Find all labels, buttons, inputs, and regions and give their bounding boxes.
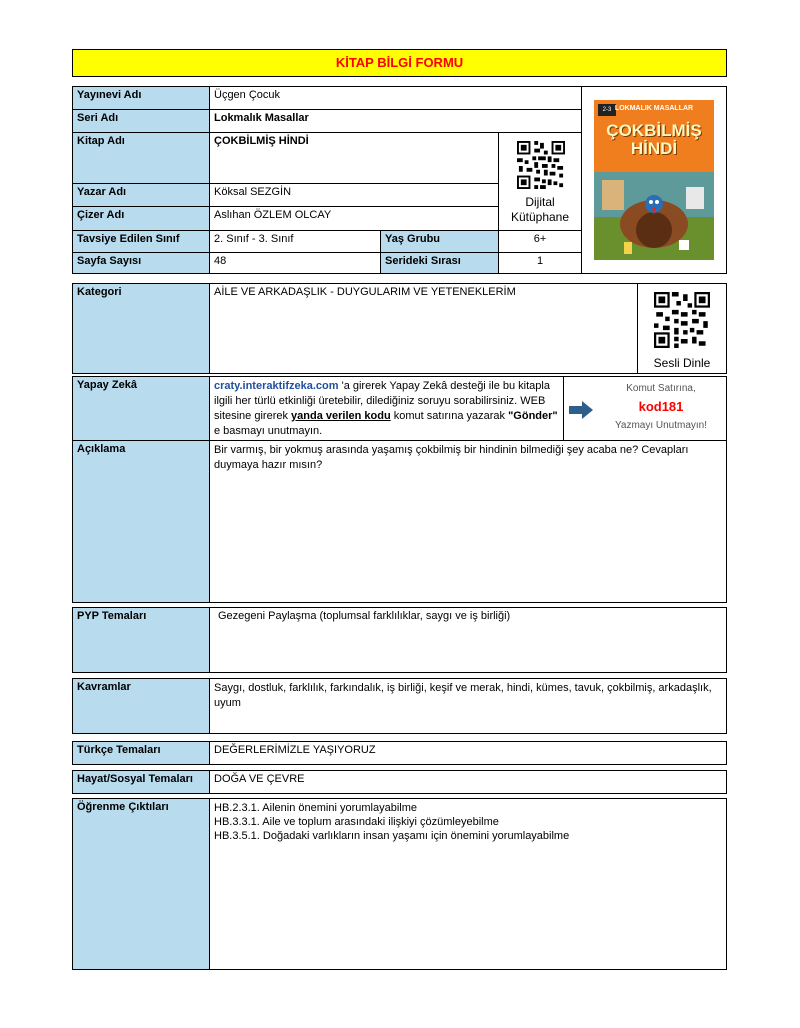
ai-text-3: e basmayı unutmayın. (214, 425, 323, 437)
digital-library-line1: Dijital (525, 195, 555, 209)
grade-label: Tavsiye Edilen Sınıf (72, 230, 210, 253)
ai-reminder: Yazmayı Unutmayın! (614, 420, 708, 431)
author-label: Yazar Adı (72, 183, 210, 207)
cover-title-line1: ÇOKBİLMİŞ (606, 121, 702, 140)
concepts-value: Saygı, dostluk, farklılık, farkındalık, iş birliği, keşif ve merak, hindi, kümes, tavuk, çokbilmiş, arkadaşlık, uyum (209, 678, 727, 734)
series-order-value: 1 (498, 252, 582, 274)
cover-age-badge: 2-3 (598, 104, 616, 116)
ai-text-2: komut satırına yazarak (390, 410, 509, 422)
category-value: AİLE VE ARKADAŞLIK - DUYGULARIM VE YETENEKLERİM (209, 283, 638, 374)
ai-underlined-text: yanda verilen kodu (291, 410, 391, 422)
outcome-item: HB.3.3.1. Aile ve toplum arasındaki ilişkiyi çözümleyebilme (214, 816, 499, 828)
outcomes-label: Öğrenme Çıktıları (72, 798, 210, 970)
form-title: KİTAP BİLGİ FORMU (72, 49, 727, 77)
life-themes-value: DOĞA VE ÇEVRE (209, 770, 727, 794)
category-label: Kategori (72, 283, 210, 374)
digital-library-line2: Kütüphane (510, 210, 570, 224)
age-label: Yaş Grubu (380, 230, 499, 253)
pages-value: 48 (209, 252, 381, 274)
grade-value: 2. Sınıf - 3. Sınıf (209, 230, 381, 253)
pyp-value: Gezegeni Paylaşma (toplumsal farklılıklar, saygı ve iş birliği) (209, 607, 727, 673)
turkish-themes-label: Türkçe Temaları (72, 741, 210, 765)
ai-send-text: "Gönder" (508, 410, 558, 422)
audio-listen-cell[interactable] (637, 283, 727, 374)
arrow-right-icon (568, 400, 594, 420)
digital-library-qr-icon[interactable] (517, 141, 565, 189)
series-value: Lokmalık Masallar (209, 109, 582, 133)
illustrator-label: Çizer Adı (72, 206, 210, 231)
pyp-label: PYP Temaları (72, 607, 210, 673)
ai-code-cell (596, 376, 727, 441)
pages-label: Sayfa Sayısı (72, 252, 210, 274)
illustrator-value: Aslıhan ÖZLEM OLCAY (209, 206, 499, 231)
ai-code-value[interactable]: kod181 (638, 399, 684, 414)
concepts-label: Kavramlar (72, 678, 210, 734)
description-value: Bir varmış, bir yokmuş arasında yaşamış çokbilmiş bir hindinin bilmediği şey acaba ne? Cevapları duymaya hazır mısın? (209, 440, 727, 603)
description-label: Açıklama (72, 440, 210, 603)
turkish-themes-value: DEĞERLERİMİZLE YAŞIYORUZ (209, 741, 727, 765)
cover-title-line2: HİNDİ (630, 139, 678, 158)
book-title-label: Kitap Adı (72, 132, 210, 184)
ai-label: Yapay Zekâ (72, 376, 210, 441)
outcome-item: HB.3.5.1. Doğadaki varlıkların insan yaşamı için önemini yorumlayabilme (214, 830, 570, 842)
audio-qr-icon[interactable] (654, 292, 710, 348)
outcomes-list (209, 798, 727, 970)
ai-site-link[interactable]: craty.interaktifzeka.com (214, 380, 339, 392)
publisher-label: Yayınevi Adı (72, 86, 210, 110)
series-label: Seri Adı (72, 109, 210, 133)
series-order-label: Serideki Sırası (380, 252, 499, 274)
cover-series-text: LOKMALIK MASALLAR (614, 105, 694, 112)
life-themes-label: Hayat/Sosyal Temaları (72, 770, 210, 794)
outcome-item: HB.2.3.1. Ailenin önemini yorumlayabilme (214, 802, 417, 814)
book-cover-image (594, 100, 714, 260)
publisher-value: Üçgen Çocuk (209, 86, 582, 110)
author-value: Köksal SEZGİN (209, 183, 499, 207)
age-value: 6+ (498, 230, 582, 253)
audio-listen-label: Sesli Dinle (653, 356, 711, 370)
ai-text-1: 'a girerek Yapay Zekâ desteği ile bu kitapla ilgili her türlü etkinliği üretebilir, dilediğiniz soruyu sorabilirsiniz. WEB sitesine girerek (214, 380, 550, 422)
ai-instructions (209, 376, 564, 441)
book-title-value: ÇOKBİLMİŞ HİNDİ (209, 132, 499, 184)
turkey-illustration-icon (594, 162, 714, 260)
ai-command-label: Komut Satırına, (626, 383, 696, 394)
digital-library-cell[interactable] (498, 132, 582, 231)
